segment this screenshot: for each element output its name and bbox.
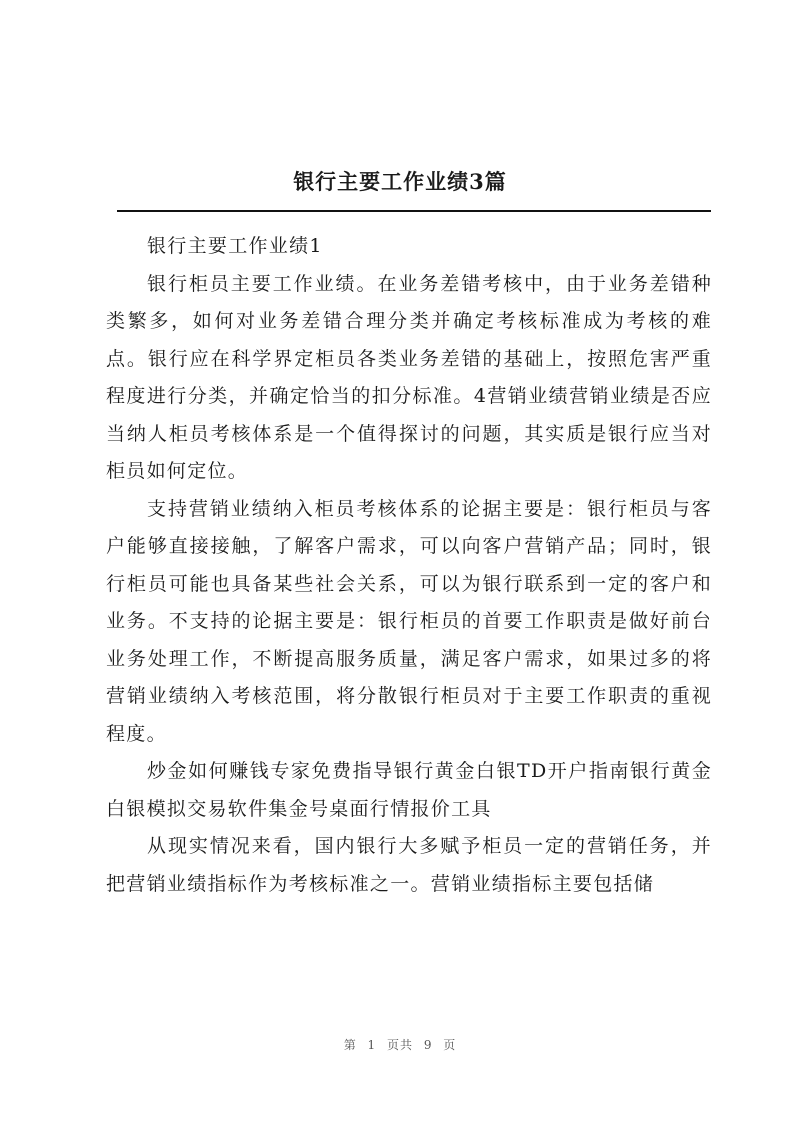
- title-divider: [117, 210, 711, 212]
- paragraph: 支持营销业绩纳入柜员考核体系的论据主要是：银行柜员与客户能够直接接触，了解客户需求，可以向客户营销产品；同时，银行柜员可能也具备某些社会关系，可以为银行联系到一定的客户和业务。不支持的论据主要是：银行柜员的首要工作职责是做好前台业务处理工作，不断提高服务质量，满足客户需求，如果过多的将营销业绩纳入考核范围，将分散银行柜员对于主要工作职责的重视程度。: [106, 497, 712, 745]
- document-title: 银行主要工作业绩3篇: [293, 169, 507, 194]
- paragraph: 炒金如何赚钱专家免费指导银行黄金白银TD开户指南银行黄金白银模拟交易软件集金号桌面行情报价工具: [106, 760, 712, 820]
- page-footer: 第 1 页共 9 页: [343, 1038, 457, 1052]
- document-body: [106, 228, 712, 903]
- paragraph: 银行柜员主要工作业绩。在业务差错考核中，由于业务差错种类繁多，如何对业务差错合理分类并确定考核标准成为考核的难点。银行应在科学界定柜员各类业务差错的基础上，按照危害严重程度进行分类，并确定恰当的扣分标准。4营销业绩营销业绩是否应当纳人柜员考核体系是一个值得探讨的问题，其实质是银行应当对柜员如何定位。: [106, 272, 712, 482]
- section-heading: 银行主要工作业绩1: [147, 235, 323, 257]
- paragraph: 从现实情况来看，国内银行大多赋予柜员一定的营销任务，并把营销业绩指标作为考核标准之一。营销业绩指标主要包括储: [106, 835, 712, 895]
